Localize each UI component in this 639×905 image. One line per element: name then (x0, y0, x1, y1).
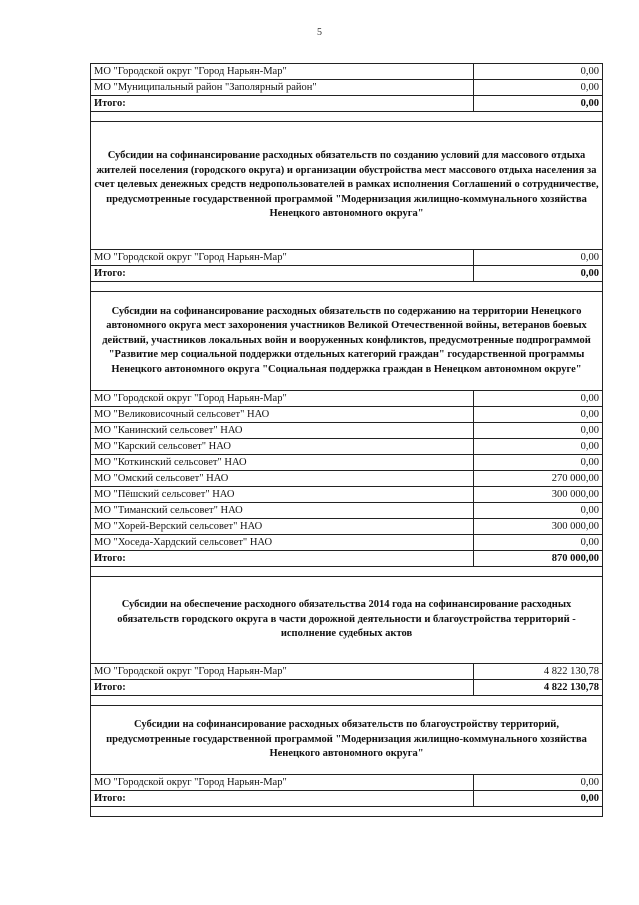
table-row (91, 471, 603, 487)
amount-value: 0,00 (474, 439, 603, 455)
municipality-name: МО "Хоседа-Хардский сельсовет" НАО (91, 535, 474, 551)
municipality-name: МО "Коткинский сельсовет" НАО (91, 455, 474, 471)
spacer-row (91, 696, 603, 706)
spacer-row (91, 282, 603, 292)
total-row (91, 266, 603, 282)
table-row (91, 80, 603, 96)
amount-value: 0,00 (474, 535, 603, 551)
total-value: 0,00 (474, 266, 603, 282)
table-row (91, 535, 603, 551)
total-row (91, 551, 603, 567)
subsidy-table (90, 63, 603, 817)
subsidy-table-body (91, 64, 603, 817)
table-row (91, 455, 603, 471)
amount-value: 0,00 (474, 391, 603, 407)
table-row (91, 423, 603, 439)
municipality-name: МО "Тиманский сельсовет" НАО (91, 503, 474, 519)
total-label: Итого: (91, 266, 474, 282)
total-value: 0,00 (474, 791, 603, 807)
total-row (91, 680, 603, 696)
table-row (91, 775, 603, 791)
total-row (91, 791, 603, 807)
amount-value: 0,00 (474, 80, 603, 96)
section-header: Субсидии на обеспечение расходного обязательства 2014 года на софинансирование расходных обязательств городского округа в части дорожной деятельности и благоустройства территорий - исполнение судебных актов (91, 577, 603, 664)
municipality-name: МО "Муниципальный район "Заполярный район" (91, 80, 474, 96)
spacer-row (91, 567, 603, 577)
municipality-name: МО "Городской округ "Город Нарьян-Мар" (91, 775, 474, 791)
municipality-name: МО "Великовисочный сельсовет" НАО (91, 407, 474, 423)
table-row (91, 503, 603, 519)
section-header-row (91, 292, 603, 391)
amount-value: 0,00 (474, 775, 603, 791)
municipality-name: МО "Карский сельсовет" НАО (91, 439, 474, 455)
spacer-row (91, 807, 603, 817)
total-label: Итого: (91, 551, 474, 567)
table-row (91, 250, 603, 266)
amount-value: 300 000,00 (474, 519, 603, 535)
table-row (91, 64, 603, 80)
amount-value: 270 000,00 (474, 471, 603, 487)
amount-value: 0,00 (474, 64, 603, 80)
amount-value: 0,00 (474, 455, 603, 471)
total-value: 870 000,00 (474, 551, 603, 567)
total-label: Итого: (91, 680, 474, 696)
amount-value: 300 000,00 (474, 487, 603, 503)
section-header-row (91, 122, 603, 250)
municipality-name: МО "Городской округ "Город Нарьян-Мар" (91, 64, 474, 80)
table-row (91, 407, 603, 423)
table-row (91, 487, 603, 503)
amount-value: 0,00 (474, 407, 603, 423)
spacer-row (91, 112, 603, 122)
section-header-row (91, 706, 603, 775)
table-row (91, 391, 603, 407)
amount-value: 0,00 (474, 503, 603, 519)
table-row (91, 439, 603, 455)
section-header-row (91, 577, 603, 664)
municipality-name: МО "Городской округ "Город Нарьян-Мар" (91, 250, 474, 266)
total-value: 4 822 130,78 (474, 680, 603, 696)
municipality-name: МО "Хорей-Верский сельсовет" НАО (91, 519, 474, 535)
amount-value: 4 822 130,78 (474, 664, 603, 680)
section-header: Субсидии на софинансирование расходных обязательств по созданию условий для массового отдыха жителей поселения (городского округа) и организации обустройства мест массового отдыха населения за счет целевых денежных средств недропользователей в рамках исполнения Соглашений о сотрудничестве, предусмотренные государственной программой "Модернизация жилищно-коммунального хозяйства Ненецкого автономного округа" (91, 122, 603, 250)
table-row (91, 664, 603, 680)
municipality-name: МО "Канинский сельсовет" НАО (91, 423, 474, 439)
total-row (91, 96, 603, 112)
amount-value: 0,00 (474, 423, 603, 439)
total-label: Итого: (91, 791, 474, 807)
section-header: Субсидии на софинансирование расходных обязательств по благоустройству территорий, предусмотренные государственной программой "Модернизация жилищно-коммунального хозяйства Ненецкого автономного округа" (91, 706, 603, 775)
municipality-name: МО "Городской округ "Город Нарьян-Мар" (91, 664, 474, 680)
total-value: 0,00 (474, 96, 603, 112)
total-label: Итого: (91, 96, 474, 112)
amount-value: 0,00 (474, 250, 603, 266)
section-header: Субсидии на софинансирование расходных обязательств по содержанию на территории Ненецкого автономного округа мест захоронения участников Великой Отечественной войны, ветеранов боевых действий, участников локальных войн и вооруженных конфликтов, предусмотренные подпрограммой "Развитие мер социальной поддержки отдельных категорий граждан" государственной программы Ненецкого автономного округа "Социальная поддержка граждан в Ненецком автономном округе" (91, 292, 603, 391)
municipality-name: МО "Пёшский сельсовет" НАО (91, 487, 474, 503)
municipality-name: МО "Омский сельсовет" НАО (91, 471, 474, 487)
table-row (91, 519, 603, 535)
municipality-name: МО "Городской округ "Город Нарьян-Мар" (91, 391, 474, 407)
page-number: 5 (317, 27, 322, 38)
